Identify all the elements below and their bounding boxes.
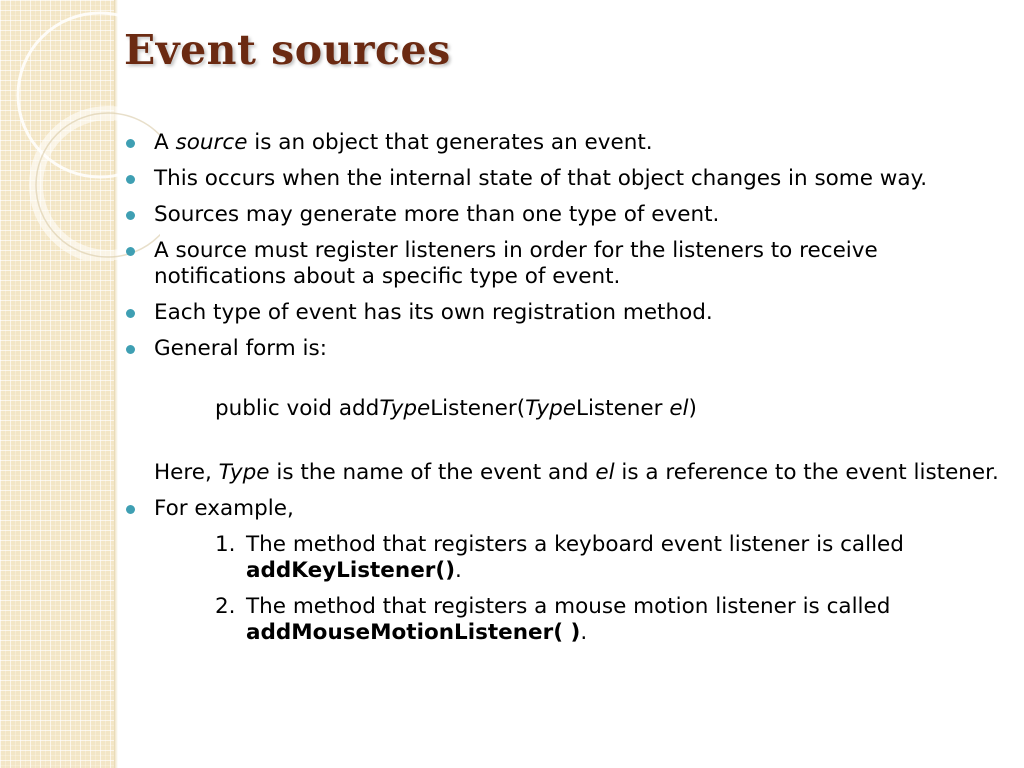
bullet-text: is an object that generates an event. xyxy=(247,130,653,155)
bullet-dot-icon xyxy=(126,139,135,148)
bullet-text: Each type of event has its own registration method. xyxy=(154,300,713,325)
para-text: is a reference to the event listener. xyxy=(614,460,999,485)
bullet-item xyxy=(122,496,1002,522)
bullet-text: A xyxy=(154,130,176,155)
code-text: public void add xyxy=(215,396,380,421)
code-italic: el xyxy=(669,396,689,421)
bullet-item xyxy=(122,336,1002,362)
bullet-dot-icon xyxy=(126,247,135,256)
code-text: Listener( xyxy=(430,396,526,421)
explanation-paragraph xyxy=(122,460,1002,486)
bullet-text: This occurs when the internal state of that object changes in some way. xyxy=(154,166,928,191)
example-item xyxy=(122,594,1002,646)
bullet-item xyxy=(122,202,1002,228)
para-italic: Type xyxy=(218,460,270,485)
example-number: 2. xyxy=(215,594,236,619)
para-text: is the name of the event and xyxy=(269,460,596,485)
bullet-text: Sources may generate more than one type of event. xyxy=(154,202,720,227)
slide-title: Event sources xyxy=(124,26,451,74)
bullet-dot-icon xyxy=(126,345,135,354)
bullet-text: For example, xyxy=(154,496,294,521)
bullet-item xyxy=(122,300,1002,326)
bullet-item xyxy=(122,130,1002,156)
bullet-dot-icon xyxy=(126,505,135,514)
para-italic: el xyxy=(595,460,615,485)
bullet-text: A source must register listeners in order for the listeners to receive notifications about a specific type of event. xyxy=(154,238,878,289)
example-method-name: addKeyListener() xyxy=(246,558,456,583)
code-italic: Type xyxy=(525,396,576,421)
example-text: The method that registers a mouse motion listener is called xyxy=(246,594,891,619)
example-item xyxy=(122,532,1002,584)
example-method-name: addMouseMotionListener( ) xyxy=(246,620,581,645)
code-text: Listener xyxy=(575,396,670,421)
bullet-dot-icon xyxy=(126,211,135,220)
example-text: The method that registers a keyboard event listener is called xyxy=(246,532,904,557)
para-text: Here, xyxy=(154,460,219,485)
bullet-item xyxy=(122,238,1002,290)
code-text: ) xyxy=(688,396,697,421)
example-end: . xyxy=(580,620,588,645)
example-end: . xyxy=(455,558,462,583)
bullet-item xyxy=(122,166,1002,192)
code-italic: Type xyxy=(379,396,431,421)
bullet-text: General form is: xyxy=(154,336,327,361)
slide-content xyxy=(122,130,1002,656)
example-number: 1. xyxy=(215,532,236,557)
bullet-dot-icon xyxy=(126,175,135,184)
general-form-code xyxy=(122,396,1002,422)
bullet-dot-icon xyxy=(126,309,135,318)
bullet-emphasis: source xyxy=(175,130,248,155)
